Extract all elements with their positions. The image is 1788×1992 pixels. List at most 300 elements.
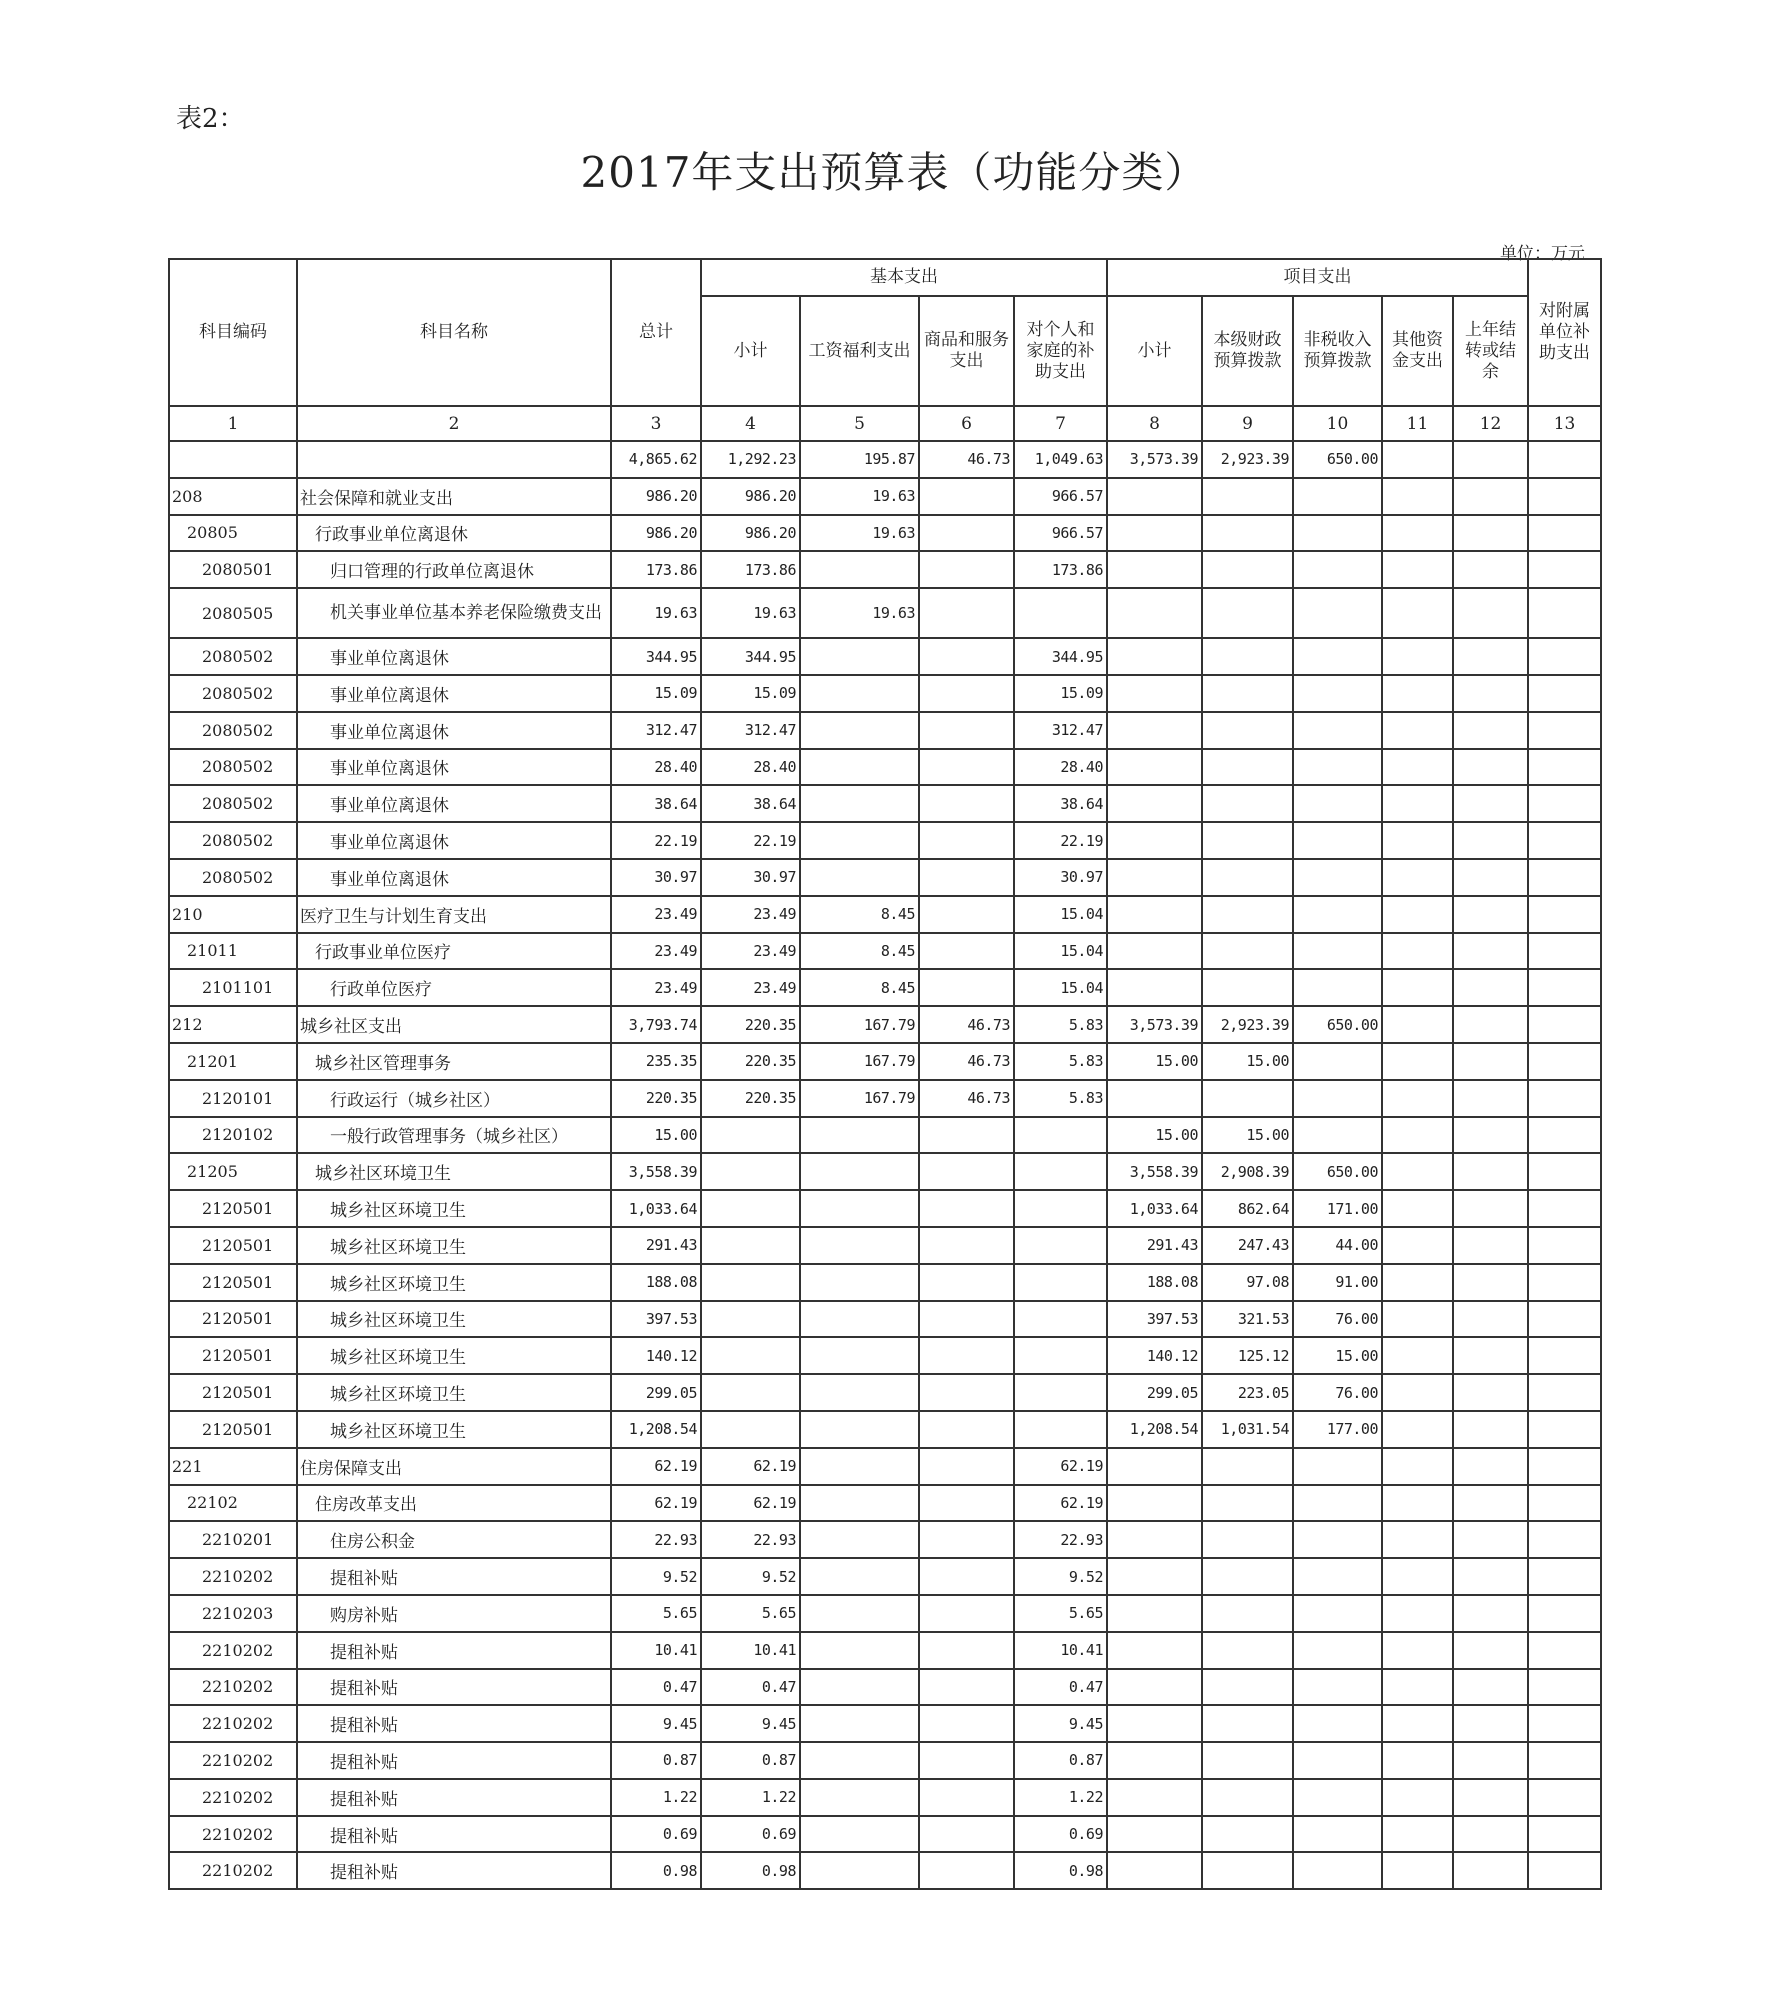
cell-value: 8.45 — [800, 933, 919, 970]
cell-value — [1202, 859, 1293, 896]
cell-value — [919, 515, 1014, 552]
cell-name: 行政事业单位离退休 — [297, 515, 611, 552]
cell-code: 2120501 — [169, 1411, 297, 1448]
cell-value — [1453, 859, 1528, 896]
cell-value — [1453, 551, 1528, 588]
cell-code: 2120501 — [169, 1264, 297, 1301]
table-row — [169, 1485, 1601, 1522]
cell-value: 62.19 — [611, 1448, 701, 1485]
cell-value — [1453, 1632, 1528, 1669]
cell-value — [1293, 859, 1382, 896]
cell-value: 2,923.39 — [1202, 1006, 1293, 1043]
cell-value: 28.40 — [1014, 749, 1107, 786]
cell-value: 235.35 — [611, 1043, 701, 1080]
cell-value — [1293, 749, 1382, 786]
cell-value: 38.64 — [611, 785, 701, 822]
cell-value — [1382, 1558, 1453, 1595]
cell-value — [919, 588, 1014, 638]
cell-value — [1453, 1153, 1528, 1190]
cell-value — [1453, 1080, 1528, 1117]
cell-value — [1528, 1264, 1601, 1301]
header-code: 科目编码 — [169, 259, 297, 406]
column-number: 3 — [611, 406, 701, 441]
table-row — [169, 969, 1601, 1006]
header-total: 总计 — [611, 259, 701, 406]
cell-value — [1293, 1558, 1382, 1595]
cell-value — [1202, 1705, 1293, 1742]
cell-name — [297, 441, 611, 478]
cell-code: 208 — [169, 478, 297, 515]
cell-value — [919, 1705, 1014, 1742]
cell-name: 事业单位离退休 — [297, 675, 611, 712]
cell-code: 21201 — [169, 1043, 297, 1080]
cell-value — [1528, 1301, 1601, 1338]
cell-value: 30.97 — [1014, 859, 1107, 896]
cell-value: 299.05 — [611, 1374, 701, 1411]
budget-table — [168, 258, 1602, 1890]
cell-value — [1528, 1705, 1601, 1742]
cell-value — [1382, 1264, 1453, 1301]
cell-value: 3,573.39 — [1107, 441, 1202, 478]
cell-code: 2210202 — [169, 1816, 297, 1853]
cell-name: 提租补贴 — [297, 1852, 611, 1889]
cell-value — [919, 1852, 1014, 1889]
cell-value — [919, 1632, 1014, 1669]
cell-value — [1382, 441, 1453, 478]
cell-value — [919, 1190, 1014, 1227]
cell-value: 8.45 — [800, 969, 919, 1006]
cell-value: 188.08 — [611, 1264, 701, 1301]
cell-value — [1107, 638, 1202, 675]
cell-code: 2210203 — [169, 1595, 297, 1632]
cell-value — [1382, 1705, 1453, 1742]
header-basic-goods: 商品和服务支出 — [919, 296, 1014, 406]
header-basic-individual: 对个人和家庭的补助支出 — [1014, 296, 1107, 406]
cell-value — [1202, 822, 1293, 859]
cell-value — [919, 1742, 1014, 1779]
cell-value — [1293, 1521, 1382, 1558]
cell-value: 321.53 — [1202, 1301, 1293, 1338]
cell-value: 23.49 — [701, 969, 800, 1006]
cell-value: 46.73 — [919, 441, 1014, 478]
cell-name: 机关事业单位基本养老保险缴费支出 — [297, 588, 611, 638]
cell-value — [919, 1448, 1014, 1485]
cell-value — [1528, 1043, 1601, 1080]
cell-name: 医疗卫生与计划生育支出 — [297, 896, 611, 933]
table-row — [169, 1006, 1601, 1043]
cell-code: 221 — [169, 1448, 297, 1485]
cell-value — [800, 551, 919, 588]
cell-value — [919, 1301, 1014, 1338]
cell-value: 5.83 — [1014, 1080, 1107, 1117]
cell-value — [701, 1153, 800, 1190]
cell-value — [1528, 969, 1601, 1006]
cell-value: 9.52 — [611, 1558, 701, 1595]
cell-value — [1107, 896, 1202, 933]
cell-value — [1293, 1117, 1382, 1154]
column-number: 11 — [1382, 406, 1453, 441]
cell-value: 986.20 — [701, 478, 800, 515]
cell-value: 15.00 — [1202, 1117, 1293, 1154]
cell-code: 20805 — [169, 515, 297, 552]
cell-value — [701, 1227, 800, 1264]
cell-value — [1382, 822, 1453, 859]
cell-value — [1382, 1669, 1453, 1706]
cell-value — [1202, 969, 1293, 1006]
cell-value — [1453, 1521, 1528, 1558]
cell-value — [919, 712, 1014, 749]
cell-value — [1528, 638, 1601, 675]
cell-value — [1107, 478, 1202, 515]
cell-value: 19.63 — [800, 515, 919, 552]
header-project-carryover: 上年结转或结余 — [1453, 296, 1528, 406]
cell-value — [1202, 1080, 1293, 1117]
unit-label: 单位：万元 — [1500, 244, 1585, 264]
cell-value — [1453, 1374, 1528, 1411]
header-name: 科目名称 — [297, 259, 611, 406]
cell-code: 2210202 — [169, 1558, 297, 1595]
cell-value — [800, 1521, 919, 1558]
column-number: 13 — [1528, 406, 1601, 441]
table-row — [169, 441, 1601, 478]
table-row — [169, 551, 1601, 588]
cell-value: 220.35 — [701, 1043, 800, 1080]
cell-value: 0.87 — [1014, 1742, 1107, 1779]
cell-value — [1293, 712, 1382, 749]
cell-value — [1382, 1117, 1453, 1154]
table-row — [169, 1301, 1601, 1338]
cell-value — [1528, 1816, 1601, 1853]
cell-value: 19.63 — [800, 588, 919, 638]
cell-name: 住房公积金 — [297, 1521, 611, 1558]
cell-value — [1382, 1779, 1453, 1816]
cell-value — [1014, 1301, 1107, 1338]
cell-value — [1014, 1227, 1107, 1264]
cell-value: 15.04 — [1014, 933, 1107, 970]
cell-value: 966.57 — [1014, 515, 1107, 552]
cell-value — [1382, 1043, 1453, 1080]
cell-value: 125.12 — [1202, 1337, 1293, 1374]
column-number: 5 — [800, 406, 919, 441]
cell-value — [1453, 675, 1528, 712]
cell-value: 0.98 — [1014, 1852, 1107, 1889]
table-row — [169, 1595, 1601, 1632]
cell-value: 46.73 — [919, 1006, 1014, 1043]
cell-value — [1202, 1632, 1293, 1669]
cell-value: 167.79 — [800, 1006, 919, 1043]
cell-value — [1107, 1742, 1202, 1779]
cell-value — [1107, 859, 1202, 896]
cell-value — [1107, 1448, 1202, 1485]
cell-code: 2080505 — [169, 588, 297, 638]
cell-code: 2080502 — [169, 785, 297, 822]
cell-value — [1014, 1374, 1107, 1411]
cell-name: 城乡社区环境卫生 — [297, 1374, 611, 1411]
cell-value — [1453, 712, 1528, 749]
cell-value: 38.64 — [1014, 785, 1107, 822]
cell-name: 行政事业单位医疗 — [297, 933, 611, 970]
header-project-local: 本级财政预算拨款 — [1202, 296, 1293, 406]
cell-value — [1014, 1117, 1107, 1154]
cell-value — [1202, 1816, 1293, 1853]
cell-value — [1453, 588, 1528, 638]
cell-value: 15.00 — [1293, 1337, 1382, 1374]
cell-value: 986.20 — [701, 515, 800, 552]
cell-value — [701, 1411, 800, 1448]
cell-value — [1528, 1521, 1601, 1558]
cell-name: 行政单位医疗 — [297, 969, 611, 1006]
cell-value: 5.65 — [1014, 1595, 1107, 1632]
cell-value — [800, 638, 919, 675]
cell-value — [1453, 1448, 1528, 1485]
cell-value — [1453, 822, 1528, 859]
table-row — [169, 1227, 1601, 1264]
cell-value — [1107, 1852, 1202, 1889]
cell-value — [800, 1558, 919, 1595]
cell-value — [800, 1117, 919, 1154]
cell-name: 社会保障和就业支出 — [297, 478, 611, 515]
cell-value — [1528, 1374, 1601, 1411]
cell-value — [1202, 1595, 1293, 1632]
cell-value — [1382, 1632, 1453, 1669]
cell-value: 167.79 — [800, 1080, 919, 1117]
table-row — [169, 1264, 1601, 1301]
cell-value: 312.47 — [1014, 712, 1107, 749]
cell-value: 46.73 — [919, 1043, 1014, 1080]
cell-value — [1202, 588, 1293, 638]
cell-name: 事业单位离退休 — [297, 859, 611, 896]
cell-value: 5.65 — [701, 1595, 800, 1632]
cell-value — [1453, 1485, 1528, 1522]
cell-value — [701, 1264, 800, 1301]
cell-value — [919, 1117, 1014, 1154]
cell-value — [1293, 969, 1382, 1006]
cell-value: 220.35 — [701, 1006, 800, 1043]
cell-value — [1528, 1595, 1601, 1632]
cell-value — [1528, 785, 1601, 822]
cell-value — [1453, 749, 1528, 786]
cell-value — [1202, 1852, 1293, 1889]
cell-value — [1453, 1779, 1528, 1816]
column-number: 8 — [1107, 406, 1202, 441]
cell-value — [919, 822, 1014, 859]
cell-value — [1202, 478, 1293, 515]
cell-value — [800, 1705, 919, 1742]
cell-value — [919, 1153, 1014, 1190]
cell-value: 344.95 — [611, 638, 701, 675]
cell-value — [1202, 896, 1293, 933]
cell-value — [1202, 1779, 1293, 1816]
cell-value — [1107, 515, 1202, 552]
cell-name: 提租补贴 — [297, 1669, 611, 1706]
cell-value: 0.47 — [701, 1669, 800, 1706]
column-number: 6 — [919, 406, 1014, 441]
cell-value — [1293, 1852, 1382, 1889]
header-basic: 基本支出 — [701, 259, 1107, 296]
cell-value: 344.95 — [1014, 638, 1107, 675]
cell-value — [1382, 1337, 1453, 1374]
cell-value — [1107, 1595, 1202, 1632]
cell-value: 1,033.64 — [611, 1190, 701, 1227]
cell-value: 46.73 — [919, 1080, 1014, 1117]
cell-name: 住房改革支出 — [297, 1485, 611, 1522]
cell-value: 0.69 — [611, 1816, 701, 1853]
cell-value — [919, 675, 1014, 712]
cell-code: 212 — [169, 1006, 297, 1043]
table-row — [169, 1448, 1601, 1485]
cell-value — [1202, 1448, 1293, 1485]
cell-value — [919, 1779, 1014, 1816]
cell-value — [1528, 675, 1601, 712]
cell-value — [919, 1595, 1014, 1632]
cell-value: 15.09 — [611, 675, 701, 712]
cell-value — [800, 1485, 919, 1522]
cell-value — [1528, 1852, 1601, 1889]
cell-value — [1528, 1190, 1601, 1227]
cell-code: 2080502 — [169, 822, 297, 859]
cell-name: 一般行政管理事务（城乡社区） — [297, 1117, 611, 1154]
cell-value — [1382, 551, 1453, 588]
cell-value: 5.83 — [1014, 1043, 1107, 1080]
cell-value — [1293, 1632, 1382, 1669]
cell-name: 城乡社区支出 — [297, 1006, 611, 1043]
cell-code: 2120501 — [169, 1374, 297, 1411]
cell-value — [1202, 749, 1293, 786]
cell-value: 188.08 — [1107, 1264, 1202, 1301]
cell-value — [1528, 1779, 1601, 1816]
cell-code: 22102 — [169, 1485, 297, 1522]
cell-code: 2120501 — [169, 1190, 297, 1227]
table-row — [169, 1705, 1601, 1742]
cell-value: 1,049.63 — [1014, 441, 1107, 478]
table-row — [169, 822, 1601, 859]
cell-value — [1293, 822, 1382, 859]
cell-value — [800, 1852, 919, 1889]
cell-value — [919, 1521, 1014, 1558]
cell-value: 23.49 — [701, 896, 800, 933]
cell-value — [1382, 1301, 1453, 1338]
cell-value — [1382, 1080, 1453, 1117]
cell-name: 购房补贴 — [297, 1595, 611, 1632]
cell-value: 1,208.54 — [611, 1411, 701, 1448]
cell-value — [919, 478, 1014, 515]
cell-value: 9.52 — [1014, 1558, 1107, 1595]
cell-value: 650.00 — [1293, 1006, 1382, 1043]
header-project-nontax: 非税收入预算拨款 — [1293, 296, 1382, 406]
cell-value — [1293, 588, 1382, 638]
cell-value — [1528, 1669, 1601, 1706]
cell-value — [1382, 675, 1453, 712]
cell-value — [1453, 1411, 1528, 1448]
cell-value — [1453, 1117, 1528, 1154]
column-number: 12 — [1453, 406, 1528, 441]
cell-name: 提租补贴 — [297, 1632, 611, 1669]
cell-value: 62.19 — [611, 1485, 701, 1522]
cell-value — [1202, 515, 1293, 552]
cell-value — [800, 1411, 919, 1448]
cell-value — [1202, 1485, 1293, 1522]
table-row — [169, 1632, 1601, 1669]
cell-value: 247.43 — [1202, 1227, 1293, 1264]
cell-value — [1382, 478, 1453, 515]
cell-value — [1107, 969, 1202, 1006]
cell-value — [800, 822, 919, 859]
cell-value — [1382, 1595, 1453, 1632]
cell-value: 15.09 — [701, 675, 800, 712]
cell-value: 28.40 — [611, 749, 701, 786]
cell-value: 140.12 — [1107, 1337, 1202, 1374]
cell-value: 986.20 — [611, 478, 701, 515]
cell-value — [800, 1227, 919, 1264]
cell-value — [1293, 933, 1382, 970]
cell-value: 171.00 — [1293, 1190, 1382, 1227]
cell-value — [1107, 1632, 1202, 1669]
cell-value — [1293, 1485, 1382, 1522]
cell-value: 220.35 — [701, 1080, 800, 1117]
cell-value — [1014, 588, 1107, 638]
cell-value — [1382, 1006, 1453, 1043]
table-row — [169, 1816, 1601, 1853]
cell-value: 173.86 — [701, 551, 800, 588]
column-number: 7 — [1014, 406, 1107, 441]
cell-value: 312.47 — [701, 712, 800, 749]
cell-value: 195.87 — [800, 441, 919, 478]
cell-value — [1382, 785, 1453, 822]
cell-value: 22.93 — [701, 1521, 800, 1558]
table-row — [169, 515, 1601, 552]
cell-value — [1453, 441, 1528, 478]
cell-name: 事业单位离退休 — [297, 822, 611, 859]
cell-value — [1382, 933, 1453, 970]
cell-value — [701, 1190, 800, 1227]
cell-value: 0.87 — [611, 1742, 701, 1779]
cell-value — [919, 859, 1014, 896]
cell-value — [1528, 712, 1601, 749]
cell-value — [701, 1117, 800, 1154]
column-number: 9 — [1202, 406, 1293, 441]
cell-value: 3,558.39 — [1107, 1153, 1202, 1190]
cell-value — [1107, 551, 1202, 588]
cell-value: 22.93 — [1014, 1521, 1107, 1558]
cell-value — [1453, 1742, 1528, 1779]
cell-value — [1107, 749, 1202, 786]
cell-value: 397.53 — [1107, 1301, 1202, 1338]
cell-value — [800, 1337, 919, 1374]
cell-value — [1382, 1227, 1453, 1264]
cell-value: 3,573.39 — [1107, 1006, 1202, 1043]
cell-value — [1382, 1485, 1453, 1522]
cell-value: 10.41 — [1014, 1632, 1107, 1669]
cell-value: 76.00 — [1293, 1374, 1382, 1411]
cell-value — [1453, 896, 1528, 933]
cell-value — [1453, 1190, 1528, 1227]
cell-value — [1528, 1485, 1601, 1522]
cell-value: 0.98 — [701, 1852, 800, 1889]
cell-value — [800, 1742, 919, 1779]
table-row — [169, 1779, 1601, 1816]
column-number: 1 — [169, 406, 297, 441]
cell-value — [1293, 675, 1382, 712]
cell-value — [1107, 1779, 1202, 1816]
cell-value: 15.09 — [1014, 675, 1107, 712]
table-label: 表2： — [176, 104, 245, 134]
table-row — [169, 1669, 1601, 1706]
cell-value: 0.98 — [611, 1852, 701, 1889]
cell-value: 397.53 — [611, 1301, 701, 1338]
cell-code: 2120101 — [169, 1080, 297, 1117]
cell-value — [1528, 1742, 1601, 1779]
header-project: 项目支出 — [1107, 259, 1528, 296]
